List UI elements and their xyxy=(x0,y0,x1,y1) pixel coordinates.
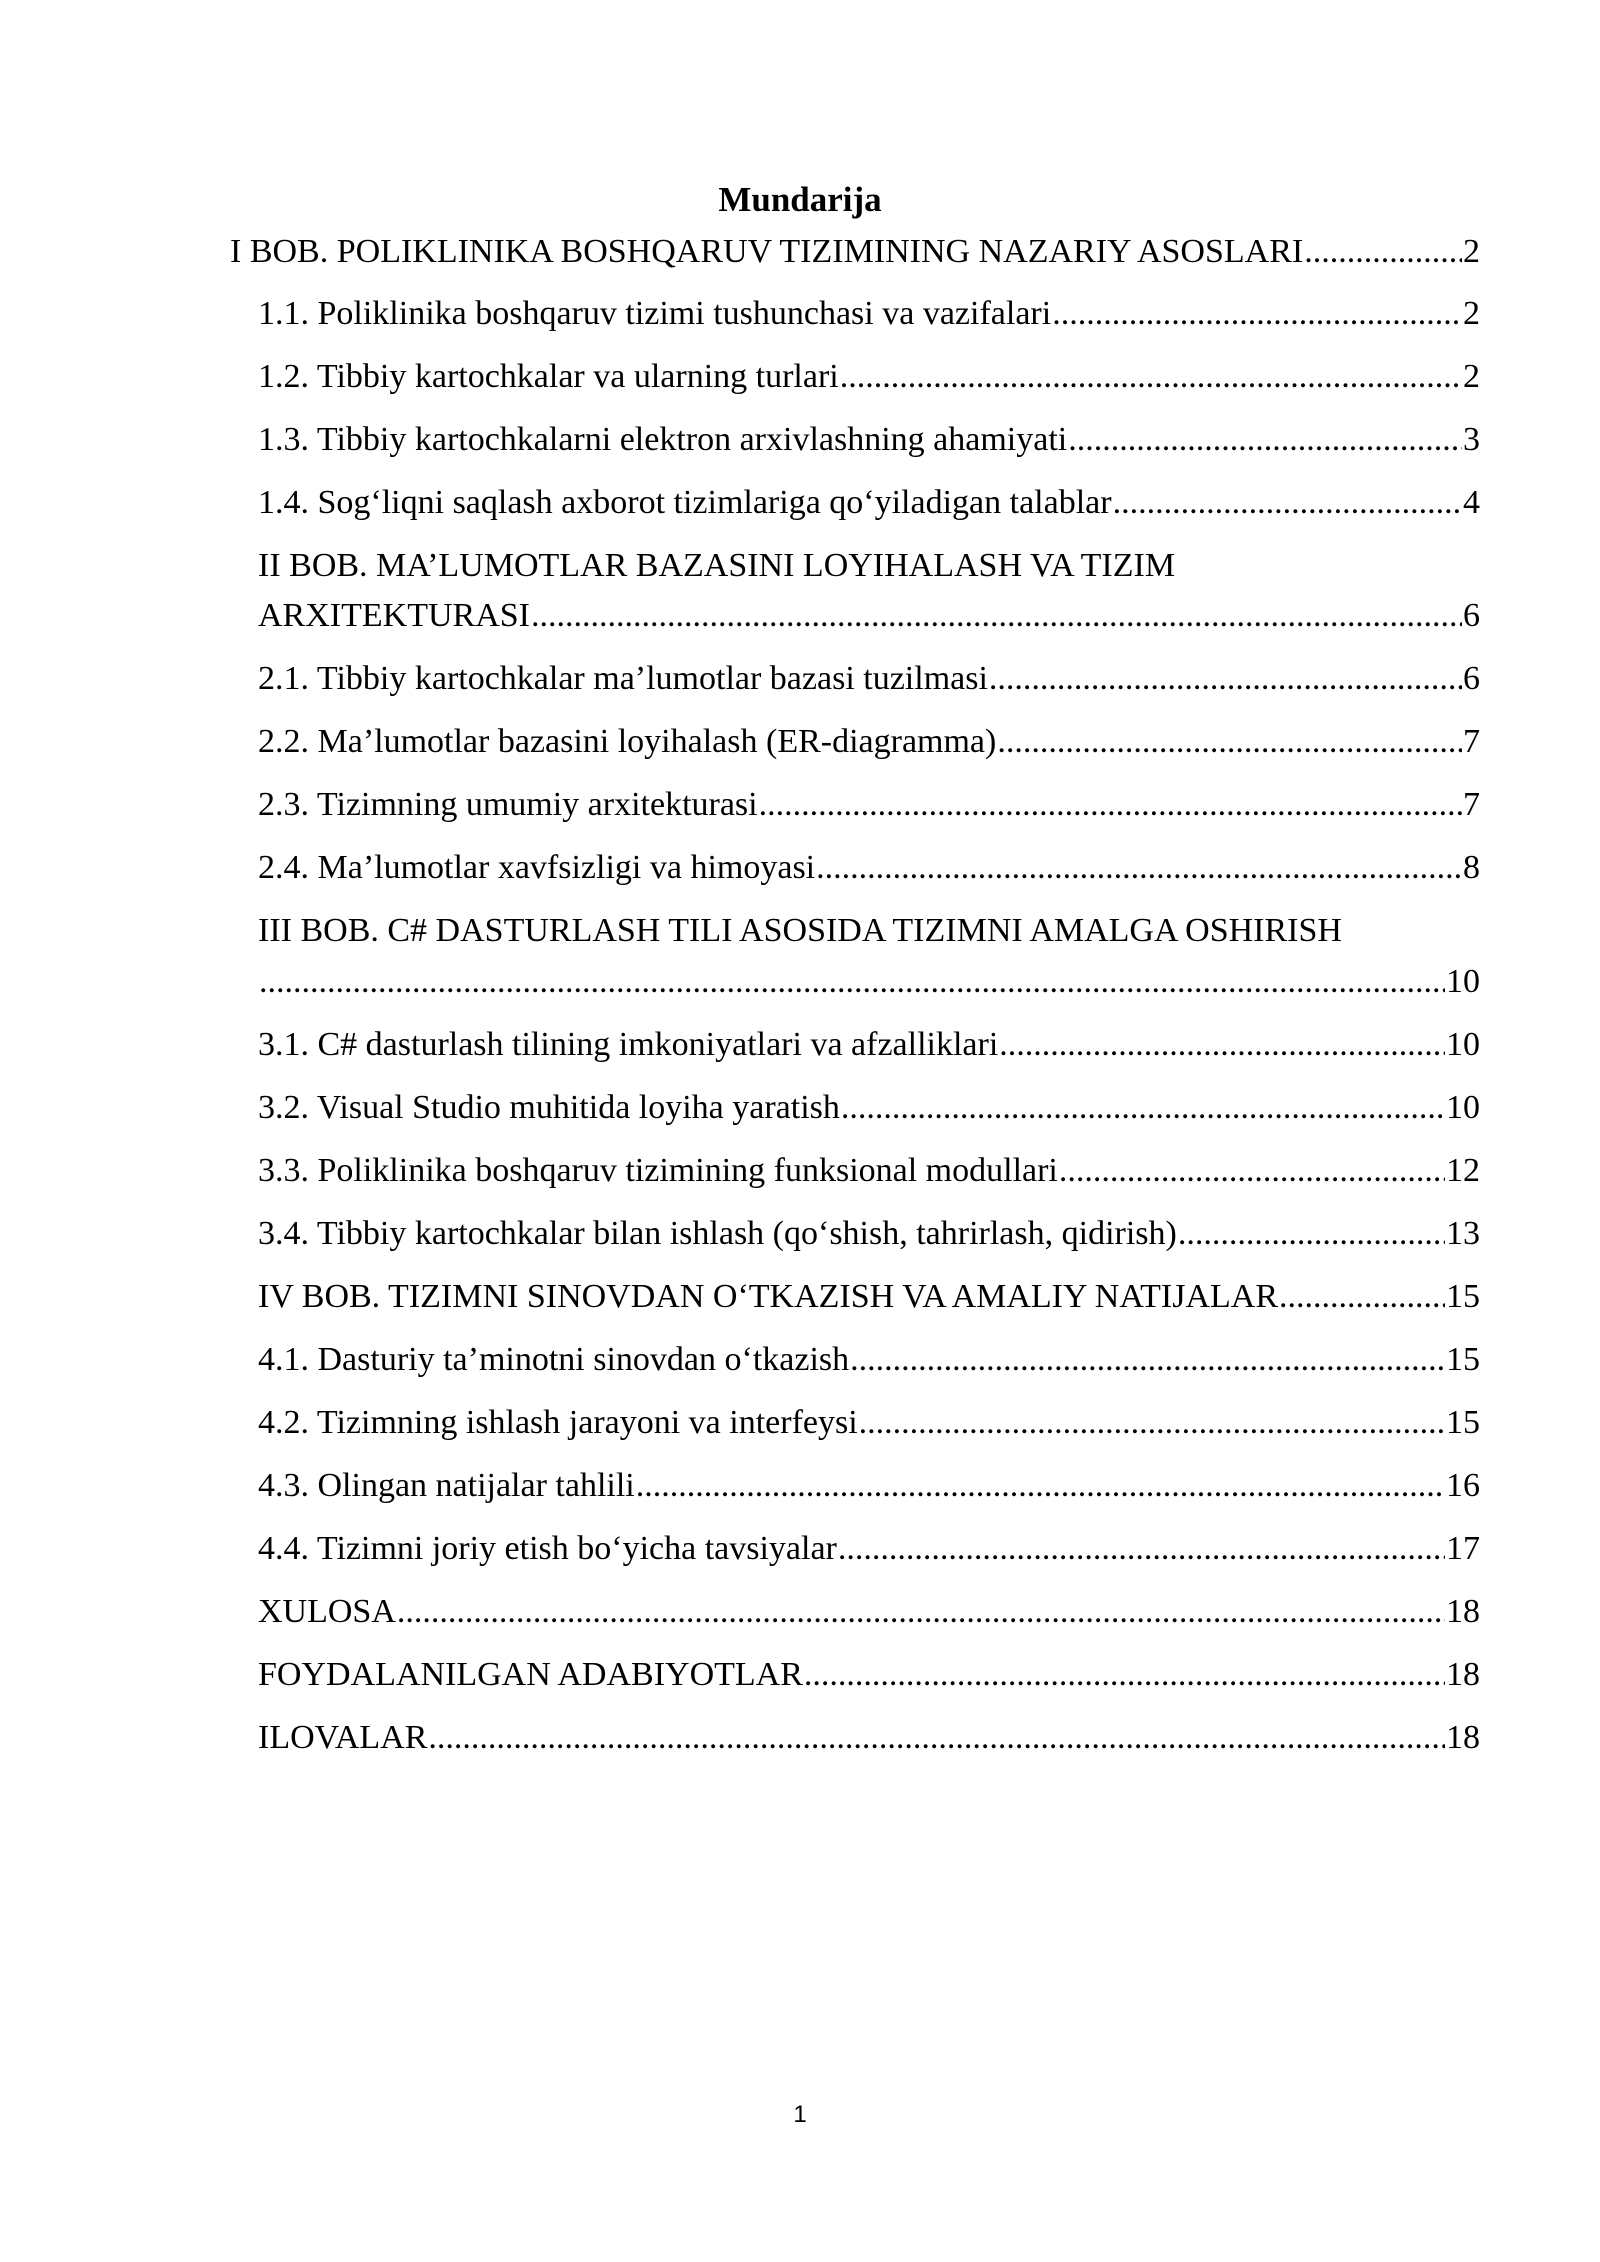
toc-dot-leader xyxy=(428,1714,1445,1762)
toc-entry-ilovalar[interactable] xyxy=(258,1714,1480,1762)
toc-dot-leader xyxy=(1113,479,1462,527)
toc-entry-page: 18 xyxy=(1446,1719,1480,1756)
toc-dot-leader xyxy=(838,1525,1445,1573)
toc-entry-page: 8 xyxy=(1463,849,1480,886)
toc-entry-page: 17 xyxy=(1446,1530,1480,1567)
toc-dot-leader xyxy=(859,1399,1445,1447)
toc-entry-1-3[interactable] xyxy=(258,416,1480,464)
toc-entry-4-2[interactable] xyxy=(258,1399,1480,1447)
toc-dot-leader xyxy=(850,1336,1445,1384)
toc-dot-leader xyxy=(1068,416,1462,464)
toc-entry-page: 15 xyxy=(1446,1341,1480,1378)
toc-title: Mundarija xyxy=(718,180,882,219)
toc-entry-label: 1.1. Poliklinika boshqaruv tizimi tushunchasi va vazifalari xyxy=(258,295,1052,332)
toc-entry-page: 10 xyxy=(1446,963,1480,1000)
toc-entry-chapter-2[interactable] xyxy=(258,592,1480,640)
toc-dot-leader xyxy=(1052,290,1462,338)
toc-entry-chapter-2-line1[interactable]: II BOB. MA’LUMOTLAR BAZASINI LOYIHALASH VA TIZIM xyxy=(258,547,1176,584)
toc-dot-leader xyxy=(397,1588,1445,1636)
toc-entry-chapter-3[interactable] xyxy=(258,958,1480,1006)
toc-entry-label: 4.2. Tizimning ishlash jarayoni va interfeysi xyxy=(258,1404,858,1441)
toc-entry-page: 15 xyxy=(1446,1278,1480,1315)
toc-entry-page: 16 xyxy=(1446,1467,1480,1504)
page-number: 1 xyxy=(793,2101,807,2128)
toc-dot-leader xyxy=(804,1651,1445,1699)
toc-entry-page: 18 xyxy=(1446,1656,1480,1693)
toc-dot-leader xyxy=(1059,1147,1445,1195)
toc-entry-2-3[interactable] xyxy=(258,781,1480,829)
toc-entry-label: 2.4. Ma’lumotlar xavfsizligi va himoyasi xyxy=(258,849,816,886)
toc-dot-leader xyxy=(989,655,1462,703)
toc-dot-leader xyxy=(840,353,1462,401)
toc-entry-4-1[interactable] xyxy=(258,1336,1480,1384)
toc-dot-leader xyxy=(1279,1273,1445,1321)
toc-entry-label: 1.3. Tibbiy kartochkalarni elektron arxivlashning ahamiyati xyxy=(258,421,1068,458)
toc-entry-chapter-3-line1[interactable]: III BOB. C# DASTURLASH TILI ASOSIDA TIZIMNI AMALGA OSHIRISH xyxy=(258,912,1342,949)
toc-entry-2-2[interactable] xyxy=(258,718,1480,766)
toc-dot-leader xyxy=(1304,228,1462,276)
toc-entry-page: 2 xyxy=(1463,233,1480,270)
toc-dot-leader xyxy=(259,958,1445,1006)
toc-entry-label: 2.2. Ma’lumotlar bazasini loyihalash (ER-diagramma) xyxy=(258,723,997,760)
toc-entry-label: 3.1. C# dasturlash tilining imkoniyatlari va afzalliklari xyxy=(258,1026,999,1063)
toc-dot-leader xyxy=(997,718,1462,766)
toc-entry-label: 2.3. Tizimning umumiy arxitekturasi xyxy=(258,786,758,823)
toc-entry-page: 6 xyxy=(1463,660,1480,697)
toc-entry-label: ILOVALAR xyxy=(258,1719,428,1756)
toc-entry-adabiyotlar[interactable] xyxy=(258,1651,1480,1699)
toc-dot-leader xyxy=(1178,1210,1445,1258)
toc-entry-4-4[interactable] xyxy=(258,1525,1480,1573)
toc-entry-4-3[interactable] xyxy=(258,1462,1480,1510)
toc-entry-label: 1.4. Sog‘liqni saqlash axborot tizimlariga qo‘yiladigan talablar xyxy=(258,484,1112,521)
toc-entry-label: ARXITEKTURASI xyxy=(258,597,530,634)
toc-entry-page: 7 xyxy=(1463,723,1480,760)
toc-entry-2-4[interactable] xyxy=(258,844,1480,892)
toc-entry-label: 4.3. Olingan natijalar tahlili xyxy=(258,1467,635,1504)
toc-dot-leader xyxy=(636,1462,1445,1510)
toc-entry-label: 1.2. Tibbiy kartochkalar va ularning turlari xyxy=(258,358,839,395)
toc-entry-label: 3.2. Visual Studio muhitida loyiha yaratish xyxy=(258,1089,840,1126)
toc-entry-label: XULOSA xyxy=(258,1593,396,1630)
toc-entry-page: 7 xyxy=(1463,786,1480,823)
toc-entry-3-2[interactable] xyxy=(258,1084,1480,1132)
toc-entry-3-1[interactable] xyxy=(258,1021,1480,1069)
toc-entry-label: 3.3. Poliklinika boshqaruv tizimining funksional modullari xyxy=(258,1152,1058,1189)
toc-entry-page: 13 xyxy=(1446,1215,1480,1252)
toc-entry-label: 2.1. Tibbiy kartochkalar ma’lumotlar bazasi tuzilmasi xyxy=(258,660,988,697)
toc-entry-page: 2 xyxy=(1463,295,1480,332)
toc-entry-1-4[interactable] xyxy=(258,479,1480,527)
toc-entry-label: IV BOB. TIZIMNI SINOVDAN O‘TKAZISH VA AMALIY NATIJALAR xyxy=(258,1278,1278,1315)
toc-entry-chapter-1[interactable] xyxy=(230,228,1480,276)
toc-entry-label: I BOB. POLIKLINIKA BOSHQARUV TIZIMINING NAZARIY ASOSLARI xyxy=(230,233,1304,270)
toc-entry-page: 10 xyxy=(1446,1089,1480,1126)
toc-entry-label: FOYDALANILGAN ADABIYOTLAR xyxy=(258,1656,803,1693)
toc-entry-label: 4.4. Tizimni joriy etish bo‘yicha tavsiyalar xyxy=(258,1530,837,1567)
toc-dot-leader xyxy=(841,1084,1445,1132)
toc-entry-3-3[interactable] xyxy=(258,1147,1480,1195)
toc-entry-xulosa[interactable] xyxy=(258,1588,1480,1636)
toc-entry-1-2[interactable] xyxy=(258,353,1480,401)
toc-entry-label: 4.1. Dasturiy ta’minotni sinovdan o‘tkazish xyxy=(258,1341,850,1378)
toc-dot-leader xyxy=(531,592,1462,640)
toc-entry-page: 6 xyxy=(1463,597,1480,634)
toc-entry-2-1[interactable] xyxy=(258,655,1480,703)
toc-entry-page: 10 xyxy=(1446,1026,1480,1063)
toc-entry-3-4[interactable] xyxy=(258,1210,1480,1258)
toc-entry-page: 12 xyxy=(1446,1152,1480,1189)
toc-entry-page: 4 xyxy=(1463,484,1480,521)
toc-entry-page: 18 xyxy=(1446,1593,1480,1630)
toc-entry-label: 3.4. Tibbiy kartochkalar bilan ishlash (qo‘shish, tahrirlash, qidirish) xyxy=(258,1215,1177,1252)
toc-dot-leader xyxy=(816,844,1462,892)
toc-dot-leader xyxy=(759,781,1462,829)
toc-entry-page: 3 xyxy=(1463,421,1480,458)
toc-entry-page: 2 xyxy=(1463,358,1480,395)
toc-entry-1-1[interactable] xyxy=(258,290,1480,338)
toc-entry-page: 15 xyxy=(1446,1404,1480,1441)
toc-entry-chapter-4[interactable] xyxy=(258,1273,1480,1321)
toc-dot-leader xyxy=(999,1021,1445,1069)
